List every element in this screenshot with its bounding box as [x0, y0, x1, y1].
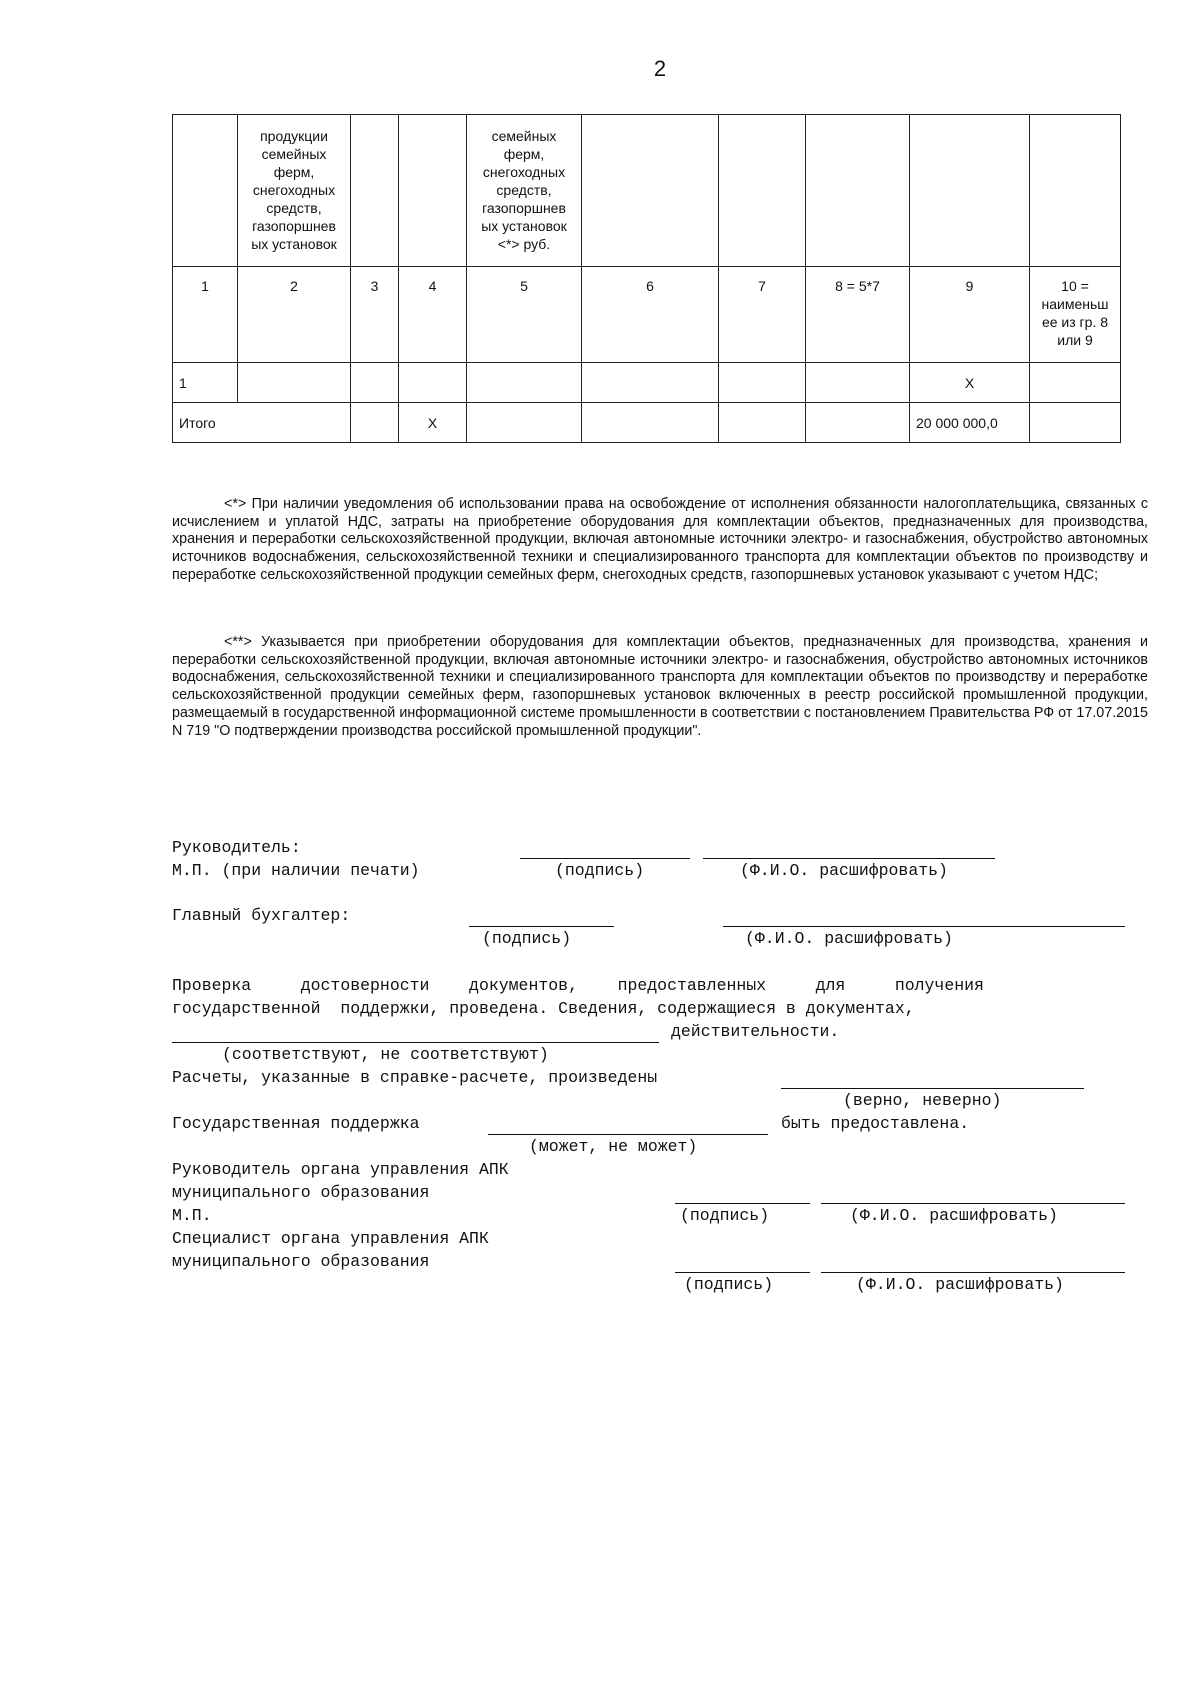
may-hint: (может, не может): [529, 1137, 698, 1156]
col-number-10: 10 = наименьш ее из гр. 8 или 9: [1041, 278, 1109, 348]
header-cell-4: [399, 115, 467, 267]
header-cell-9: [910, 115, 1030, 267]
check-line-1: Проверка достоверности документов, предоставленных для получения: [172, 976, 984, 995]
apk-spec-fio-hint: (Ф.И.О. расшифровать): [856, 1275, 1064, 1294]
apk-head-signature-line: [675, 1203, 810, 1204]
support-suffix: быть предоставлена.: [781, 1114, 970, 1133]
conformity-hint: (соответствуют, не соответствуют): [222, 1045, 549, 1064]
calculation-table: [172, 114, 1121, 443]
header-cell-3: [351, 115, 399, 267]
apk-head-fio-hint: (Ф.И.О. расшифровать): [850, 1206, 1058, 1225]
header-cell-8: [806, 115, 910, 267]
footnote-2: <**> Указывается при приобретении оборудования для комплектации объектов, предназначенных для производства, хранения и переработки сельскохозяйственной продукции, включая автономные источники электро- и газоснабжения, обустройство автономных источников водоснабжения, сельскохозяйственной техники и специализированного транспорта для комплектации объектов по производству и переработке сельскохозяйственной продукции семейных ферм, газопоршневых установок включенных в реестр российской промышленной продукции, размещаемый в государственной информационной системе промышленности в соответствии с постановлением Правительства РФ от 17.07.2015 N 719 "О подтверждении производства российской промышленной продукции".: [172, 634, 1148, 739]
col-number-6: 6: [646, 278, 654, 294]
row-number: 1: [173, 363, 238, 403]
total-cell-4: X: [399, 403, 467, 443]
apk-head-line-1: Руководитель органа управления АПК: [172, 1160, 509, 1179]
col-number-5: 5: [520, 278, 528, 294]
support-line: [488, 1134, 768, 1135]
page-number: 2: [653, 56, 667, 81]
apk-mp: М.П.: [172, 1206, 212, 1225]
calc-line: [781, 1088, 1084, 1089]
col-number-1: 1: [201, 278, 209, 294]
total-cell-9: 20 000 000,0: [910, 403, 1030, 443]
col-number-9: 9: [965, 278, 974, 294]
correct-hint: (верно, неверно): [843, 1091, 1002, 1110]
head-signature-hint: (подпись): [555, 861, 645, 880]
column-number-row: [173, 267, 1121, 363]
apk-spec-fio-line: [821, 1272, 1125, 1273]
col-number-4: 4: [428, 278, 437, 294]
head-fio-line: [703, 858, 995, 859]
head-signature-line: [520, 858, 690, 859]
col-number-2: 2: [290, 278, 298, 294]
accountant-signature-hint: (подпись): [482, 929, 572, 948]
header-cell-5: семейных ферм, снегоходных средств, газопоршнев ых установок <*> руб.: [467, 115, 582, 267]
footnote-1: <*> При наличии уведомления об использовании права на освобождение от исполнения обязанности налогоплательщика, связанных с исчислением и уплатой НДС, затраты на приобретение оборудования для комплектации объектов, предназначенных для производства, хранения и переработки сельскохозяйственной продукции, включая автономные источники электро- и газоснабжения, обустройство автономных источников водоснабжения, сельскохозяйственной техники и специализированного транспорта для комплектации объектов по производству и переработке сельскохозяйственной продукции семейных ферм, снегоходных средств, газопоршневых установок указывают с учетом НДС;: [172, 496, 1148, 583]
accountant-fio-hint: (Ф.И.О. расшифровать): [745, 929, 953, 948]
accountant-signature-line: [469, 926, 614, 927]
row-cell-9: X: [910, 363, 1030, 403]
apk-head-line-2: муниципального образования: [172, 1183, 430, 1202]
total-label: Итого: [173, 403, 351, 443]
support-label: Государственная поддержка: [172, 1114, 420, 1133]
head-label: Руководитель:: [172, 838, 301, 857]
table-row: [173, 363, 1121, 403]
accountant-fio-line: [723, 926, 1125, 927]
chief-accountant-label: Главный бухгалтер:: [172, 906, 351, 925]
apk-spec-signature-hint: (подпись): [684, 1275, 774, 1294]
header-cell-6: [582, 115, 719, 267]
apk-spec-line-1: Специалист органа управления АПК: [172, 1229, 489, 1248]
header-cell-1: [173, 115, 238, 267]
apk-head-fio-line: [821, 1203, 1125, 1204]
conformity-line: [172, 1042, 659, 1043]
header-cell-10: [1030, 115, 1121, 267]
col-number-8: 8 = 5*7: [835, 278, 880, 294]
header-cell-7: [719, 115, 806, 267]
head-fio-hint: (Ф.И.О. расшифровать): [740, 861, 948, 880]
check-line-2: государственной поддержки, проведена. Сведения, содержащиеся в документах,: [172, 999, 915, 1018]
col-number-3: 3: [370, 278, 379, 294]
calc-label: Расчеты, указанные в справке-расчете, произведены: [172, 1068, 658, 1087]
stamp-label: М.П. (при наличии печати): [172, 861, 420, 880]
header-cell-2: продукции семейных ферм, снегоходных средств, газопоршнев ых установок: [238, 115, 351, 267]
apk-spec-line-2: муниципального образования: [172, 1252, 430, 1271]
apk-head-signature-hint: (подпись): [680, 1206, 770, 1225]
total-row: [173, 403, 1121, 443]
col-number-7: 7: [758, 278, 766, 294]
check-line-3: действительности.: [671, 1022, 840, 1041]
apk-spec-signature-line: [675, 1272, 810, 1273]
table-header-row: [173, 115, 1121, 267]
